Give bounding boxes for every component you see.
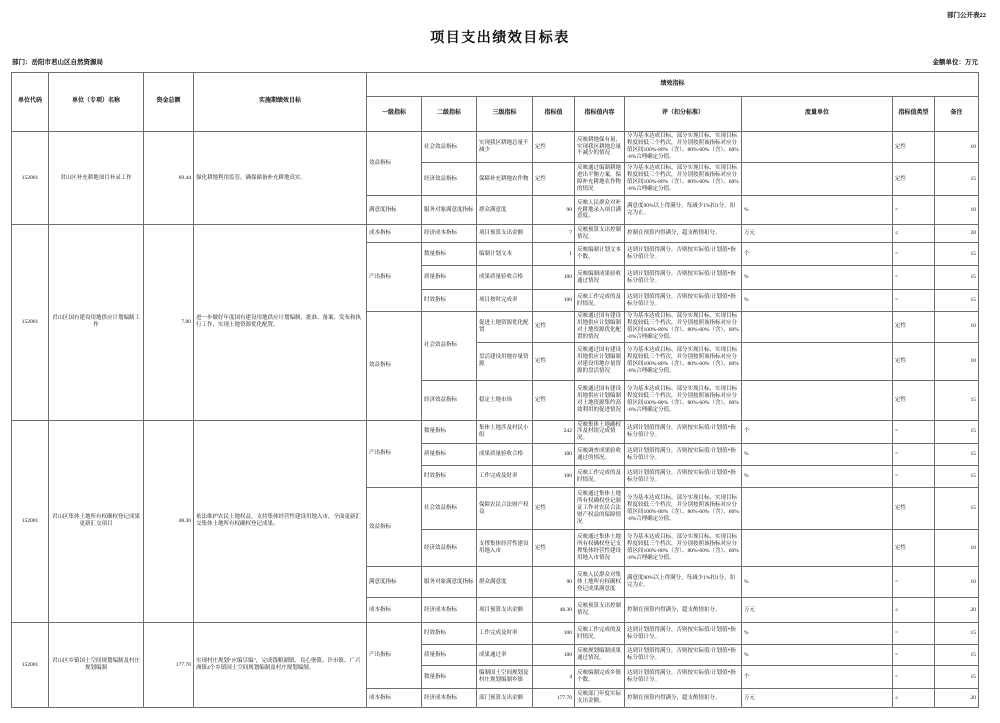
col-header-period-goal: 实施期绩效目标: [194, 73, 367, 132]
cell-level2-indicator: 质量指标: [422, 266, 477, 290]
cell-remark: 15: [935, 243, 979, 266]
col-header-level3: 三级指标: [477, 97, 533, 132]
cell-score-standard: 满意度90%以上得满分，每减少1%扣1分，扣完为止。: [625, 567, 742, 598]
cell-indicator-value: 1: [533, 243, 575, 266]
cell-remark: 15: [935, 266, 979, 290]
cell-level2-indicator: 服务对象满意度指标: [422, 567, 477, 598]
cell-unit-code: 152001: [12, 132, 49, 225]
cell-measure-unit: %: [742, 290, 893, 312]
cell-level3-indicator: 盘活建设用地存量资源: [477, 342, 533, 380]
performance-target-table: [11, 72, 979, 708]
cell-indicator-value: 100: [533, 645, 575, 666]
cell-level2-indicator: 质量指标: [422, 444, 477, 466]
cell-project-name: 君山区集体土地所有权确权登记成果更新汇交项目: [49, 420, 144, 623]
cell-level2-indicator: 数量指标: [422, 420, 477, 444]
cell-value-content: 反映预算支出控制情况。: [575, 225, 625, 243]
cell-score-standard: 达到计划值得满分，否则按实际值/计划值*指标分值计分。: [625, 666, 742, 689]
col-header-level1: 一级指标: [367, 97, 422, 132]
cell-value-content: 反映部门年度实际支出金额。: [575, 689, 625, 708]
cell-value-type: =: [893, 444, 935, 466]
cell-value-content: 反映通过集体土地所有权确权登记支撑集体经营性建设用地入市情况: [575, 530, 625, 567]
cell-level1-indicator: 效益指标: [367, 488, 422, 567]
cell-remark: 10: [935, 132, 979, 163]
cell-indicator-value: 定性: [533, 530, 575, 567]
cell-indicator-value: 100: [533, 623, 575, 645]
cell-remark: 15: [935, 444, 979, 466]
col-header-unit-code: 单位代码: [12, 73, 49, 132]
cell-remark: 10: [935, 196, 979, 225]
cell-project-name: 君山区国有建设用地供应计划编制工作: [49, 225, 144, 421]
cell-level3-indicator: 编制国土空间规划及村庄规划编制乡镇: [477, 666, 533, 689]
cell-level1-indicator: 产出指标: [367, 623, 422, 689]
cell-value-content: 反映编制成果验收通过情况: [575, 266, 625, 290]
cell-value-content: 反映编制完成乡镇个数。: [575, 666, 625, 689]
cell-measure-unit: %: [742, 466, 893, 488]
page-title: 项目支出绩效目标表: [430, 31, 570, 46]
cell-level2-indicator: 数量指标: [422, 243, 477, 266]
cell-remark: 15: [935, 666, 979, 689]
cell-remark: 10: [935, 567, 979, 598]
cell-level3-indicator: 项目按时完成率: [477, 290, 533, 312]
cell-measure-unit: [742, 342, 893, 380]
cell-value-type: 定性: [893, 488, 935, 530]
cell-score-standard: 达到计划值得满分，否则按实际值/计划值*指标分值计分。: [625, 623, 742, 645]
cell-score-standard: 达到计划值得满分，否则按实际值/计划值*指标分值计分。: [625, 266, 742, 290]
cell-level2-indicator: 社会效益指标: [422, 488, 477, 530]
col-header-perf-group: 绩效指标: [367, 73, 979, 97]
cell-score-standard: 分为基本达成目标、部分实现目标、实现目标程度较低三个档次，并分别按照该指标对应分值区间100%-80%（含）、80%-60%（含）、60%-0%合理确定分值。: [625, 488, 742, 530]
cell-level1-indicator: 成本指标: [367, 689, 422, 708]
cell-level3-indicator: 部门预算支出金额: [477, 689, 533, 708]
cell-value-content: 反映耕地保有量，实现我区耕地总量不减少的情况: [575, 132, 625, 163]
cell-level3-indicator: 成果质量验收合格: [477, 266, 533, 290]
cell-level2-indicator: 经济效益指标: [422, 380, 477, 420]
cell-remark: 15: [935, 163, 979, 196]
cell-level3-indicator: 编制计划文本: [477, 243, 533, 266]
cell-score-standard: 达到计划值得满分，否则按实际值/计划值*指标分值计分。: [625, 420, 742, 444]
cell-value-type: =: [893, 290, 935, 312]
cell-score-standard: 控制在预算内得满分，超支酌情扣分。: [625, 689, 742, 708]
cell-fund-total: 177.70: [144, 623, 194, 708]
cell-level3-indicator: 实现我区耕地总量不减少: [477, 132, 533, 163]
cell-level3-indicator: 群众满意度: [477, 196, 533, 225]
cell-score-standard: 达到计划值得满分，否则按实际值/计划值*指标分值计分。: [625, 243, 742, 266]
cell-score-standard: 分为基本达成目标、部分实现目标、实现目标程度较低三个档次，并分别按照该指标对应分值区间100%-80%（含）、80%-60%（含）、60%-0%合理确定分值。: [625, 132, 742, 163]
col-header-value: 指标值: [533, 97, 575, 132]
cell-measure-unit: [742, 163, 893, 196]
cell-remark: 15: [935, 420, 979, 444]
cell-measure-unit: 个: [742, 666, 893, 689]
cell-value-type: =: [893, 623, 935, 645]
cell-remark: 15: [935, 466, 979, 488]
cell-score-standard: 控制在预算内得满分，超支酌情扣分。: [625, 598, 742, 623]
cell-value-content: 反映预算支出控制情况。: [575, 598, 625, 623]
cell-level2-indicator: 社会效益指标: [422, 312, 477, 381]
cell-level3-indicator: 工作完成及时率: [477, 466, 533, 488]
cell-remark: 10: [935, 530, 979, 567]
cell-value-content: 反映调查成果验收通过的情况。: [575, 444, 625, 466]
cell-level1-indicator: 满意度指标: [367, 567, 422, 598]
cell-score-standard: 控制在预算内得满分，超支酌情扣分。: [625, 225, 742, 243]
cell-project-name: 君山区乡镇国土空间规划编制及村庄规划编制: [49, 623, 144, 708]
cell-fund-total: 69.44: [144, 132, 194, 225]
cell-measure-unit: [742, 380, 893, 420]
cell-remark: 10: [935, 312, 979, 343]
cell-value-content: 反映人民群众对集体土地所有权确权登记成果满意度: [575, 567, 625, 598]
cell-value-content: 反映工作完成的及时情况。: [575, 290, 625, 312]
cell-level2-indicator: 时效指标: [422, 290, 477, 312]
cell-indicator-value: 100: [533, 266, 575, 290]
cell-measure-unit: %: [742, 196, 893, 225]
cell-value-content: 反映人民群众对补充耕地录入项目满意度。: [575, 196, 625, 225]
col-header-level2: 二级指标: [422, 97, 477, 132]
cell-level3-indicator: 成果质量验收合格: [477, 444, 533, 466]
col-header-value-content: 指标值内容: [575, 97, 625, 132]
cell-period-goal: 依法维护农民土地权益，支持集体经营性建设用地入市，全面更新汇交集体土地所有权确权登记成果。: [194, 420, 367, 623]
col-header-project-name: 单位（专项）名称: [49, 73, 144, 132]
cell-indicator-value: 定性: [533, 488, 575, 530]
cell-level1-indicator: 成本指标: [367, 225, 422, 243]
cell-project-name: 君山区补充耕地项目补录工作: [49, 132, 144, 225]
cell-level3-indicator: 保障农民合法财产权益: [477, 488, 533, 530]
department-label: 部门：岳阳市君山区自然资源局: [12, 59, 103, 66]
amount-unit-label: 金额单位：万元: [932, 59, 978, 66]
cell-value-content: 反映通过国有建设用地供应计划编制对土地资源优化配置的情况: [575, 312, 625, 343]
col-header-measure-unit: 度量单位: [742, 97, 893, 132]
cell-value-type: =: [893, 567, 935, 598]
cell-indicator-value: 242: [533, 420, 575, 444]
cell-score-standard: 分为基本达成目标、部分实现目标、实现目标程度较低三个档次，并分别按照该指标对应分值区间100%-80%（含）、80%-60%（含）、60%-0%合理确定分值。: [625, 380, 742, 420]
cell-level2-indicator: 数量指标: [422, 666, 477, 689]
cell-value-content: 反映工作完成的及时情况。: [575, 466, 625, 488]
cell-unit-code: 152001: [12, 420, 49, 623]
cell-value-content: 反映通过集体土地所有权确权登记颁证工作对农民合法财产权益的保障情况: [575, 488, 625, 530]
cell-level2-indicator: 经济效益指标: [422, 530, 477, 567]
cell-measure-unit: %: [742, 266, 893, 290]
cell-indicator-value: 177.70: [533, 689, 575, 708]
cell-level3-indicator: 保障补充耕地农作物: [477, 163, 533, 196]
cell-score-standard: 达到计划值得满分，否则按实际值/计划值*指标分值计分。: [625, 645, 742, 666]
cell-level2-indicator: 经济成本指标: [422, 598, 477, 623]
cell-indicator-value: 定性: [533, 380, 575, 420]
cell-value-content: 反映通过国有建设用地供应计划编制对土地资源集约高效利用的促进情况: [575, 380, 625, 420]
cell-measure-unit: 万元: [742, 598, 893, 623]
cell-level2-indicator: 服务对象满意度指标: [422, 196, 477, 225]
cell-score-standard: 满意度90%以上得满分，每减少1%扣1分，扣完为止。: [625, 196, 742, 225]
cell-value-type: ≤: [893, 689, 935, 708]
cell-level1-indicator: 效益指标: [367, 132, 422, 196]
cell-level1-indicator: 产出指标: [367, 420, 422, 488]
col-header-remark: 备注: [935, 97, 979, 132]
cell-fund-total: 7.00: [144, 225, 194, 421]
cell-score-standard: 分为基本达成目标、部分实现目标、实现目标程度较低三个档次，并分别按照该指标对应分值区间100%-80%（含）、80%-60%（含）、60%-0%合理确定分值。: [625, 342, 742, 380]
cell-score-standard: 分为基本达成目标、部分实现目标、实现目标程度较低三个档次，并分别按照该指标对应分值区间100%-80%（含）、80%-60%（含）、60%-0%合理确定分值。: [625, 163, 742, 196]
cell-indicator-value: 4: [533, 666, 575, 689]
cell-indicator-value: 48.30: [533, 598, 575, 623]
col-header-total-fund: 资金总额: [144, 73, 194, 132]
cell-measure-unit: %: [742, 567, 893, 598]
cell-value-type: 定性: [893, 312, 935, 343]
cell-value-type: 定性: [893, 342, 935, 380]
cell-value-content: 反映规划编制成果通过情况。: [575, 645, 625, 666]
cell-remark: 15: [935, 488, 979, 530]
cell-remark: 15: [935, 623, 979, 645]
cell-value-content: 反映通过编制耕地进出平衡方案，保障补充耕地农作物的情况: [575, 163, 625, 196]
cell-level1-indicator: 效益指标: [367, 312, 422, 421]
cell-value-type: ≤: [893, 598, 935, 623]
cell-period-goal: 进一步做好年度国有建设用地供应计划编制、批准、备案、发布和执行工作，实现土地资源优化配置。: [194, 225, 367, 421]
cell-value-type: =: [893, 243, 935, 266]
cell-level3-indicator: 项目预算支出金额: [477, 598, 533, 623]
cell-fund-total: 48.30: [144, 420, 194, 623]
cell-value-type: =: [893, 196, 935, 225]
cell-value-type: =: [893, 420, 935, 444]
cell-indicator-value: 定性: [533, 132, 575, 163]
cell-score-standard: 达到计划值得满分，否则按实际值/计划值*指标分值计分。: [625, 466, 742, 488]
cell-level3-indicator: 工作完成及时率: [477, 623, 533, 645]
cell-level2-indicator: 社会效益指标: [422, 132, 477, 163]
cell-indicator-value: 100: [533, 466, 575, 488]
cell-period-goal: 实现村庄规划“应编尽编”，完成钱粮湖镇、良心堡镇、许市镇、广兴洲镇4个乡镇国土空间规划编制及村庄规划编制。: [194, 623, 367, 708]
cell-score-standard: 分为基本达成目标、部分实现目标、实现目标程度较低三个档次，并分别按照该指标对应分值区间100%-80%（含）、80%-60%（含）、60%-0%合理确定分值。: [625, 312, 742, 343]
cell-level2-indicator: 经济效益指标: [422, 163, 477, 196]
col-header-value-type: 指标值类型: [893, 97, 935, 132]
cell-level3-indicator: 支撑集体经营性建设用地入市: [477, 530, 533, 567]
cell-remark: 15: [935, 380, 979, 420]
cell-level2-indicator: 时效指标: [422, 623, 477, 645]
cell-level2-indicator: 质量指标: [422, 645, 477, 666]
cell-measure-unit: [742, 132, 893, 163]
cell-measure-unit: %: [742, 645, 893, 666]
cell-period-goal: 强化耕地利用监管，确保储备补充耕地真实。: [194, 132, 367, 225]
cell-remark: 20: [935, 598, 979, 623]
cell-level3-indicator: 群众满意度: [477, 567, 533, 598]
cell-level1-indicator: 成本指标: [367, 598, 422, 623]
cell-level3-indicator: 项目预算支出金额: [477, 225, 533, 243]
cell-value-type: =: [893, 466, 935, 488]
cell-value-type: =: [893, 645, 935, 666]
cell-level1-indicator: 满意度指标: [367, 196, 422, 225]
cell-score-standard: 达到计划值得满分，否则按实际值/计划值*指标分值计分。: [625, 444, 742, 466]
cell-value-type: =: [893, 266, 935, 290]
cell-indicator-value: 90: [533, 567, 575, 598]
cell-score-standard: 达到计划值得满分，否则按实际值/计划值*指标分值计分。: [625, 290, 742, 312]
cell-value-content: 反映集体土地确权涉及村组完成情况。: [575, 420, 625, 444]
cell-value-type: =: [893, 666, 935, 689]
cell-remark: 20: [935, 689, 979, 708]
cell-value-type: 定性: [893, 163, 935, 196]
cell-remark: 20: [935, 225, 979, 243]
cell-value-type: 定性: [893, 132, 935, 163]
cell-value-type: 定性: [893, 380, 935, 420]
cell-level2-indicator: 经济成本指标: [422, 689, 477, 708]
cell-measure-unit: 个: [742, 420, 893, 444]
cell-indicator-value: 定性: [533, 342, 575, 380]
cell-measure-unit: 万元: [742, 689, 893, 708]
cell-unit-code: 152001: [12, 225, 49, 421]
cell-measure-unit: 个: [742, 243, 893, 266]
cell-remark: 15: [935, 290, 979, 312]
cell-measure-unit: [742, 488, 893, 530]
cell-value-content: 反映通过国有建设用地供应计划编制对建设用地存量资源的盘活情况: [575, 342, 625, 380]
cell-level2-indicator: 时效指标: [422, 466, 477, 488]
cell-measure-unit: %: [742, 623, 893, 645]
cell-value-type: ≤: [893, 225, 935, 243]
cell-value-content: 反映编制计划文本个数。: [575, 243, 625, 266]
corner-table-number: 部门公开表22: [947, 12, 986, 19]
cell-level3-indicator: 成果通过率: [477, 645, 533, 666]
cell-level3-indicator: 集体土地涉及村民小组: [477, 420, 533, 444]
cell-value-type: 定性: [893, 530, 935, 567]
cell-indicator-value: 定性: [533, 312, 575, 343]
cell-level1-indicator: 产出指标: [367, 243, 422, 312]
cell-measure-unit: [742, 312, 893, 343]
cell-remark: 10: [935, 342, 979, 380]
col-header-score-standard: 评（扣分标准）: [625, 97, 742, 132]
cell-indicator-value: 90: [533, 196, 575, 225]
cell-measure-unit: 万元: [742, 225, 893, 243]
cell-score-standard: 分为基本达成目标、部分实现目标、实现目标程度较低三个档次，并分别按照该指标对应分值区间100%-80%（含）、80%-60%（含）、60%-0%合理确定分值。: [625, 530, 742, 567]
cell-unit-code: 152001: [12, 623, 49, 708]
cell-level3-indicator: 促进土地资源优化配置: [477, 312, 533, 343]
cell-indicator-value: 100: [533, 290, 575, 312]
cell-measure-unit: [742, 530, 893, 567]
cell-indicator-value: 7: [533, 225, 575, 243]
cell-measure-unit: %: [742, 444, 893, 466]
cell-indicator-value: 定性: [533, 163, 575, 196]
cell-indicator-value: 100: [533, 444, 575, 466]
cell-level2-indicator: 经济成本指标: [422, 225, 477, 243]
cell-remark: 15: [935, 645, 979, 666]
cell-level3-indicator: 稳定土地市场: [477, 380, 533, 420]
cell-value-content: 反映工作完成的及时情况。: [575, 623, 625, 645]
